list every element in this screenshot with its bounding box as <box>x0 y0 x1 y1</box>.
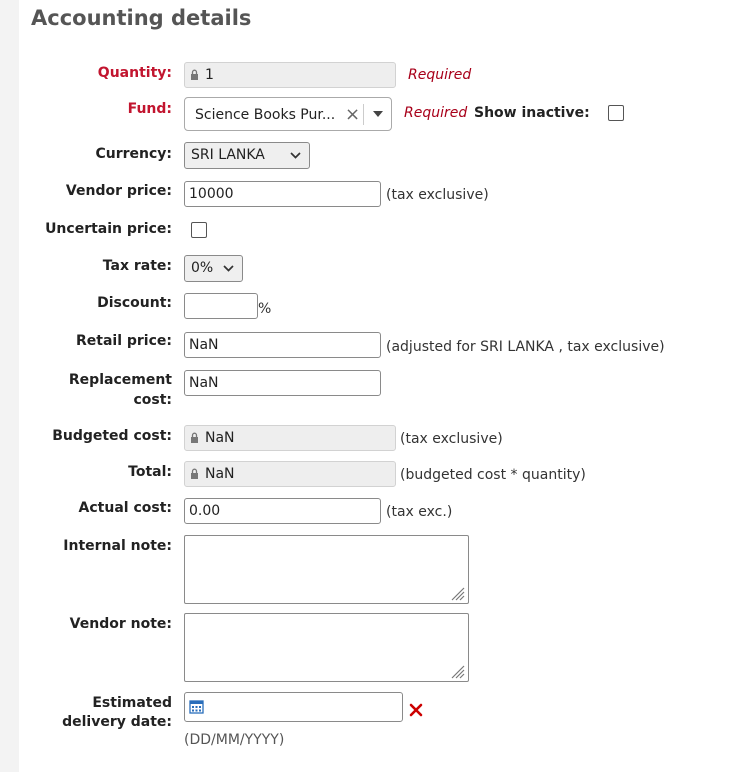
replacement-cost-label-line1: Replacement <box>68 372 172 388</box>
budgeted-cost-value: NaN <box>205 430 235 446</box>
vendor-price-note: (tax exclusive) <box>386 187 489 203</box>
dropdown-arrow-icon[interactable] <box>373 111 383 118</box>
internal-note-textarea[interactable] <box>184 535 469 604</box>
currency-select[interactable] <box>184 142 310 169</box>
calendar-icon[interactable] <box>189 699 204 714</box>
vendor-note-textarea[interactable] <box>184 613 469 682</box>
replacement-cost-label-line2: cost: <box>133 392 172 408</box>
currency-label: Currency: <box>95 146 172 162</box>
retail-price-label: Retail price: <box>75 333 172 349</box>
total-note: (budgeted cost * quantity) <box>400 467 586 483</box>
tax-rate-value: 0% <box>191 260 214 276</box>
retail-price-note: (adjusted for SRI LANKA , tax exclusive) <box>386 339 665 355</box>
show-inactive-label: Show inactive: <box>474 105 590 121</box>
uncertain-price-label: Uncertain price: <box>45 221 172 237</box>
quantity-required-note: Required <box>408 67 472 83</box>
estimated-delivery-input[interactable] <box>184 692 403 722</box>
discount-unit: % <box>258 301 272 317</box>
lock-icon <box>190 468 199 479</box>
lock-icon <box>190 432 199 443</box>
tax-rate-label: Tax rate: <box>102 258 172 274</box>
fund-required-note: Required <box>404 105 468 121</box>
fund-divider <box>363 104 364 125</box>
total-value: NaN <box>205 466 235 482</box>
total-label: Total: <box>128 464 172 480</box>
budgeted-cost-note: (tax exclusive) <box>400 431 503 447</box>
lock-icon <box>190 69 199 80</box>
clear-date-icon[interactable] <box>409 703 423 717</box>
actual-cost-note: (tax exc.) <box>386 504 453 520</box>
quantity-field <box>184 62 396 88</box>
section-title: Accounting details <box>31 6 252 30</box>
vendor-price-input[interactable]: 10000 <box>184 181 381 207</box>
currency-value: SRI LANKA <box>191 147 265 163</box>
fund-select[interactable] <box>184 97 392 131</box>
resize-grip-icon[interactable] <box>449 663 465 679</box>
fund-value: Science Books Pur... <box>195 107 336 123</box>
total-field <box>184 461 396 487</box>
budgeted-cost-field <box>184 425 396 451</box>
replacement-cost-input[interactable]: NaN <box>184 370 381 396</box>
internal-note-label: Internal note: <box>63 538 172 554</box>
actual-cost-label: Actual cost: <box>78 500 172 516</box>
chevron-down-icon <box>223 265 234 272</box>
discount-input[interactable] <box>184 293 258 319</box>
tax-rate-select[interactable] <box>184 255 243 282</box>
quantity-label: Quantity: <box>97 65 172 81</box>
date-format-hint: (DD/MM/YYYY) <box>184 732 285 748</box>
fund-label: Fund: <box>127 101 172 117</box>
discount-label: Discount: <box>97 295 172 311</box>
estimated-delivery-label-line1: Estimated <box>92 695 172 711</box>
actual-cost-input[interactable]: 0.00 <box>184 498 381 524</box>
chevron-down-icon <box>290 152 301 159</box>
vendor-note-label: Vendor note: <box>69 616 172 632</box>
vendor-price-label: Vendor price: <box>65 183 172 199</box>
uncertain-price-checkbox[interactable] <box>191 222 207 238</box>
resize-grip-icon[interactable] <box>449 585 465 601</box>
clear-icon[interactable]: × <box>345 104 361 125</box>
estimated-delivery-label-line2: delivery date: <box>62 714 172 730</box>
quantity-value: 1 <box>205 67 214 83</box>
budgeted-cost-label: Budgeted cost: <box>52 428 172 444</box>
show-inactive-checkbox[interactable] <box>608 105 624 121</box>
retail-price-input[interactable]: NaN <box>184 332 381 358</box>
